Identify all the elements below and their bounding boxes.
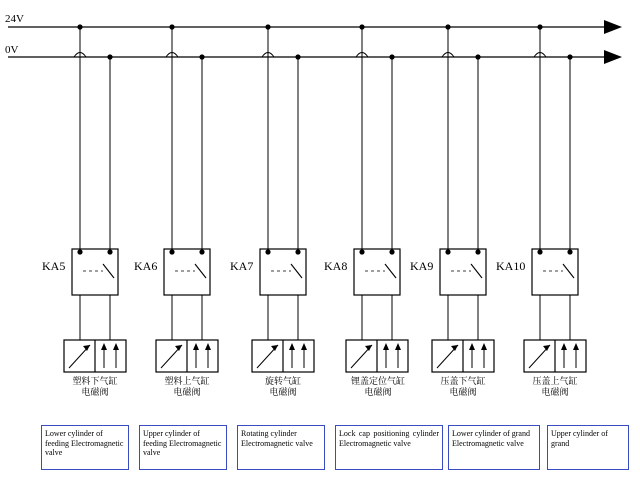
- cn-label-ka7: [248, 377, 318, 399]
- relay-label-ka8: KA8: [324, 259, 348, 273]
- relay-label-ka7: KA7: [230, 259, 254, 273]
- rail-0v-arrow: [604, 50, 622, 64]
- branch-ka8: [346, 24, 408, 372]
- branch-ka10: [524, 24, 586, 372]
- cn-label-ka8-line1: 锂盖定位气缸: [350, 377, 405, 387]
- en-box-ka8: Lock cap positioning cylinder Electromagnetic valve: [335, 425, 443, 470]
- cn-label-ka9-line1: 压盖下气缸: [440, 377, 486, 387]
- en-box-ka9: Lower cylinder of grand Electromagnetic valve: [448, 425, 540, 470]
- cn-label-ka6-line1: 塑料上气缸: [164, 377, 210, 387]
- en-box-ka10: Upper cylinder of grand: [547, 425, 629, 470]
- en-box-ka7: Rotating cylinder Electromagnetic valve: [237, 425, 325, 470]
- rail-label-24v: 24V: [5, 13, 24, 25]
- cn-label-ka5: [60, 377, 130, 399]
- relay-label-ka10: KA10: [496, 259, 526, 273]
- cn-label-ka5-line1: 塑料下气缸: [72, 377, 118, 387]
- cn-label-ka8-line2: 电磁阀: [364, 388, 392, 398]
- cn-label-ka6-line2: 电磁阀: [173, 388, 201, 398]
- branch-ka7: [252, 24, 314, 372]
- cn-label-ka9: [428, 377, 498, 399]
- cn-label-ka7-line2: 电磁阀: [269, 388, 297, 398]
- relay-label-ka9: KA9: [410, 259, 434, 273]
- en-box-ka5: Lower cylinder of feeding Electromagnetic valve: [41, 425, 129, 470]
- cn-label-ka10-line2: 电磁阀: [541, 388, 569, 398]
- cn-label-ka8: [338, 377, 418, 399]
- cn-label-ka6: [152, 377, 222, 399]
- branch-ka6: [156, 24, 218, 372]
- cn-label-ka7-line1: 旋转气缸: [264, 377, 301, 387]
- branch-ka9: [432, 24, 494, 372]
- cn-label-ka10: [520, 377, 590, 399]
- cn-label-ka5-line2: 电磁阀: [81, 388, 109, 398]
- cn-label-ka10-line1: 压盖上气缸: [532, 377, 578, 387]
- rail-label-0v: 0V: [5, 44, 19, 56]
- en-box-ka6: Upper cylinder of feeding Electromagnetic valve: [139, 425, 227, 470]
- cn-label-ka9-line2: 电磁阀: [449, 388, 477, 398]
- branch-ka5: [64, 24, 126, 372]
- relay-label-ka6: KA6: [134, 259, 158, 273]
- relay-label-ka5: KA5: [42, 259, 66, 273]
- rail-24v-arrow: [604, 20, 622, 34]
